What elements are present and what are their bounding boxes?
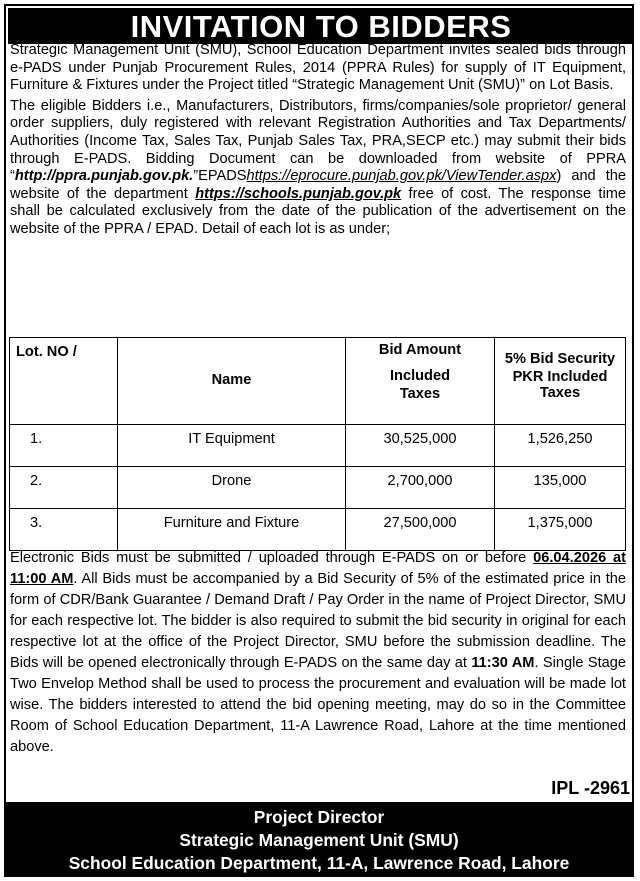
eligibility-paragraph bbox=[10, 98, 626, 239]
footer-line-3: School Education Department, 11-A, Lawrence Road, Lahore bbox=[68, 853, 570, 873]
cell-name: Drone bbox=[118, 467, 346, 509]
cell-amount: 30,525,000 bbox=[346, 425, 495, 467]
department-link[interactable]: https://schools.punjab.gov.pk bbox=[195, 185, 402, 202]
table-row bbox=[10, 509, 626, 551]
header-name bbox=[118, 338, 346, 425]
header-security-line2: PKR Included Taxes bbox=[512, 369, 608, 401]
page-title: INVITATION TO BIDDERS bbox=[8, 8, 634, 44]
lots-table bbox=[9, 337, 626, 551]
header-amount-line2: Included bbox=[390, 368, 450, 384]
epads-link[interactable]: https://eprocure.punjab.gov.pk/ViewTender.aspx bbox=[246, 168, 557, 185]
header-bid-security bbox=[495, 338, 626, 425]
table-row bbox=[10, 467, 626, 509]
table-header-row bbox=[10, 338, 626, 425]
eligibility-text-3: ) and the website of the department bbox=[10, 168, 626, 202]
ppra-link[interactable]: http://ppra.punjab.gov.pk. bbox=[14, 168, 194, 185]
intro-paragraph: Strategic Management Unit (SMU), School Education Department invites sealed bids through e-PADS under Punjab Procurement Rules, 2014 (PPRA Rules) for supply of IT Equipment, Furniture & Fixtures under the Project titled “Strategic Management Unit (SMU)” on Lot Basis. bbox=[10, 42, 626, 94]
eligibility-text-1: The eligible Bidders i.e., Manufacturers, Distributors, firms/companies/sole proprietor/ general order suppliers, duly registered with relevant Registration Authorities and Tax Departments/ Authorities (Income Tax, Sales Tax, Punjab Sales Tax, PRA,SECP etc.) may submit their bids through E-PADS. Bidding Document can be downloaded from website of PPRA “ bbox=[10, 97, 626, 185]
cell-security: 1,375,000 bbox=[495, 509, 626, 551]
submission-text-1: Electronic Bids must be submitted / uploaded through E-PADS on or before bbox=[10, 550, 534, 566]
cell-lot: 3. bbox=[10, 509, 118, 551]
header-name-label: Name bbox=[211, 372, 252, 388]
cell-amount: 27,500,000 bbox=[346, 509, 495, 551]
header-bid-amount bbox=[346, 338, 495, 425]
submission-text-3: . Single Stage Two Envelop Method shall be used to process the procurement and evaluation will be made lot wise. The bidders interested to attend the bid opening meeting, may do so in the Committee Room of School Education Department, 11-A Lawrence Road, Lahore at the time mentioned above. bbox=[10, 655, 626, 755]
cell-amount: 2,700,000 bbox=[346, 467, 495, 509]
cell-name: Furniture and Fixture bbox=[118, 509, 346, 551]
cell-lot: 2. bbox=[10, 467, 118, 509]
eligibility-text-4: free of cost. The response time shall be calculated exclusively from the date of the publication of the advertisement on the website of the PPRA / EPAD. Detail of each lot is as under; bbox=[10, 185, 626, 237]
opening-time: 11:30 AM bbox=[471, 655, 535, 671]
body-text bbox=[10, 42, 626, 239]
submission-text-2: . All Bids must be accompanied by a Bid Security of 5% of the estimated price in the form of CDR/Bank Guarantee / Demand Draft / Pay Order in the name of Project Director, SMU for each respective lot. The bidder is also required to submit the bid security in original for each respective lot at the office of the Project Director, SMU before the submission deadline. The Bids will be opened electronically through E-PADS on the same day at bbox=[10, 571, 627, 671]
footer-line-1: Project Director bbox=[253, 807, 385, 827]
submission-deadline: 06.04.2026 at 11:00 AM bbox=[10, 550, 626, 587]
header-lot bbox=[10, 338, 118, 425]
cell-lot: 1. bbox=[10, 425, 118, 467]
header-amount-line1: Bid Amount bbox=[378, 342, 462, 358]
header-amount-line3: Taxes bbox=[399, 386, 441, 402]
table-row bbox=[10, 425, 626, 467]
reference-code: IPL -2961 bbox=[551, 778, 630, 798]
cell-security: 135,000 bbox=[495, 467, 626, 509]
footer-line-2: Strategic Management Unit (SMU) bbox=[179, 830, 459, 850]
cell-name: IT Equipment bbox=[118, 425, 346, 467]
header-lot-label: Lot. NO / bbox=[16, 344, 77, 360]
cell-security: 1,526,250 bbox=[495, 425, 626, 467]
submission-paragraph bbox=[10, 548, 626, 758]
eligibility-text-2: ”EPADS bbox=[193, 168, 247, 185]
header-security-line1: 5% Bid Security bbox=[504, 351, 616, 367]
